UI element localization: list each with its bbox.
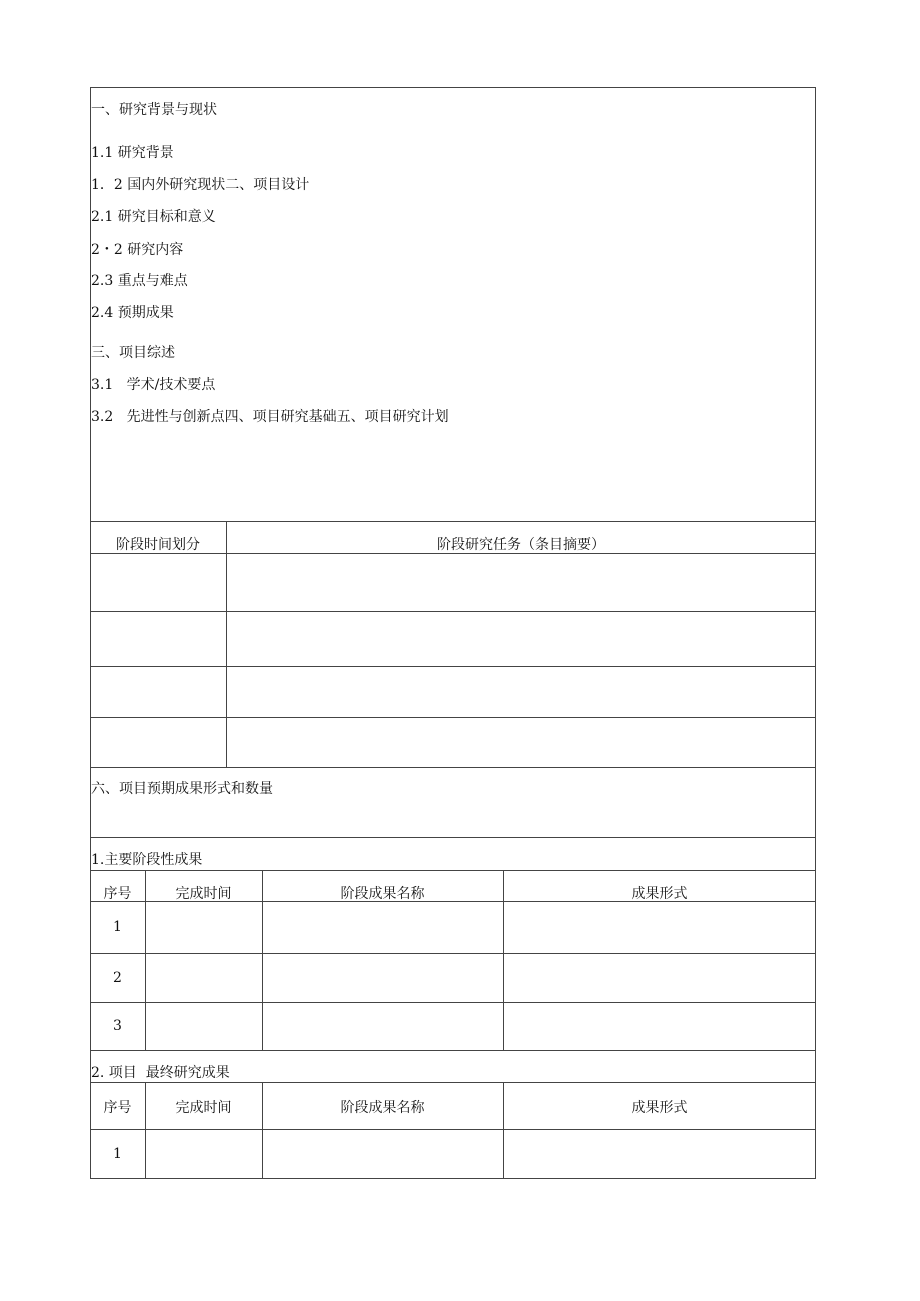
stage-header-form: 成果形式 [631,886,688,902]
plan-row-line [90,553,816,554]
final-header-form: 成果形式 [631,1100,688,1116]
final-header-no: 序号 [103,1100,132,1116]
final-header-time: 完成时间 [175,1100,232,1116]
stage-row-line [90,1002,816,1003]
item-2-2: 2・2 研究内容 [91,242,184,258]
heading-project-overview: 三、项目综述 [91,345,175,361]
stage-results-title: 1.主要阶段性成果 [91,852,203,868]
stage-row-line [90,953,816,954]
plan-table-divider [226,521,227,767]
plan-row-line [90,611,816,612]
heading-research-background: 一、研究背景与现状 [91,102,217,118]
stage-row-no: 1 [113,919,122,935]
final-table-top [90,1082,816,1083]
item-2-1: 2.1 研究目标和意义 [91,209,216,225]
item-2-4: 2.4 预期成果 [91,305,174,321]
item-3-1: 3.1 学术/技术要点 [91,377,216,393]
plan-table-bottom [90,767,816,768]
stage-header-name: 阶段成果名称 [340,886,425,902]
plan-table-top-border [90,521,816,522]
stage-row-no: 3 [113,1018,122,1034]
stage-header-no: 序号 [103,886,132,902]
stage-row-line [90,901,816,902]
stage-row-no: 2 [113,970,122,986]
item-2-3: 2.3 重点与难点 [91,273,188,289]
stage-header-time: 完成时间 [175,886,232,902]
item-3-2: 3.2 先进性与创新点四、项目研究基础五、项目研究计划 [91,409,449,425]
stage-table-top [90,870,816,871]
form-frame [90,87,816,1179]
heading-expected-results: 六、项目预期成果形式和数量 [91,781,273,797]
final-row-line [90,1129,816,1130]
plan-col-time: 阶段时间划分 [116,537,200,553]
section-divider [90,837,816,838]
plan-row-line [90,666,816,667]
stage-table-bottom [90,1050,816,1051]
item-1-1: 1.1 研究背景 [91,145,174,161]
plan-row-line [90,717,816,718]
plan-col-task: 阶段研究任务（条目摘要） [437,537,605,553]
item-1-2: 1．2 国内外研究现状二、项目设计 [91,177,310,193]
final-results-title: 2. 项目 最终研究成果 [91,1065,230,1081]
final-header-name: 阶段成果名称 [340,1100,425,1116]
final-row-no: 1 [113,1146,122,1162]
